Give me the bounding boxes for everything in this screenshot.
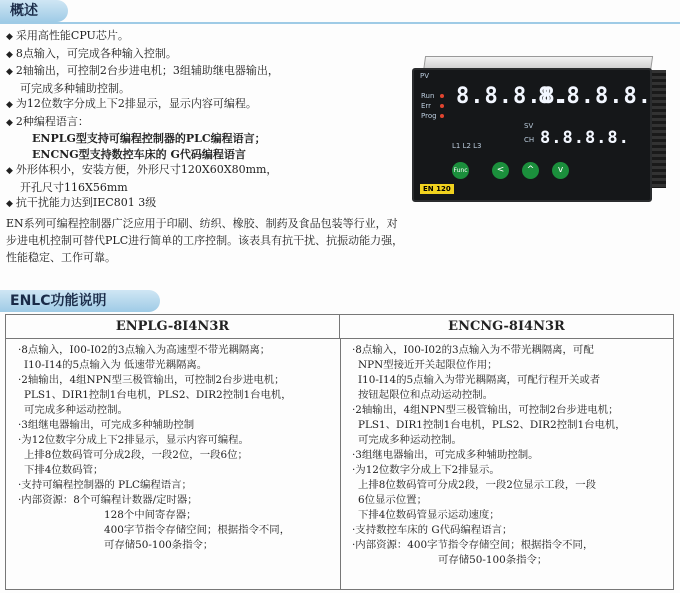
overview-item <box>6 46 406 64</box>
table-row: 400字节指令存储空间；根据指令不同， <box>104 524 291 536</box>
table-row: ·8点输入，I00-I02的3点输入为高速型不带光耦隔离； <box>18 344 271 356</box>
table-divider <box>340 339 341 589</box>
table-column-enplg <box>18 343 336 553</box>
table-row: 128个中间寄存器； <box>104 509 197 521</box>
overview-item-text: 为12位数字分成上下2排显示，显示内容可编程。 <box>15 97 257 110</box>
overview-item <box>6 28 406 46</box>
overview-item-text: 抗干扰能力达到IEC801 3级 <box>15 196 157 209</box>
led-label-prog: Prog <box>421 112 437 120</box>
table-row: ·3组继电器输出，可完成多种辅助控制 <box>18 419 195 431</box>
section-title-overview: 概述 <box>0 0 68 22</box>
table-row: 下排4位数码管； <box>24 464 104 476</box>
table-row: 可存储50-100条指令； <box>104 539 214 551</box>
overview-item <box>6 162 406 180</box>
overview-item-text: 2轴输出，可控制2台步进电机；3组辅助继电器输出， <box>15 64 279 77</box>
overview-item <box>6 96 406 114</box>
overview-item-text: 外形体积小，安装方便，外形尺寸120X60X80mm， <box>15 163 278 176</box>
led-run-icon <box>440 94 444 98</box>
model-badge: EN 120 <box>420 184 454 194</box>
overview-item-text: ENCNG型支持数控车床的 G代码编程语言 <box>32 147 246 161</box>
table-row: 可完成多种运动控制。 <box>358 434 462 446</box>
table-row: PLS1、DIR1控制1台电机，PLS2、DIR2控制1台电机， <box>358 419 626 431</box>
controller-device-image <box>408 56 670 206</box>
table-row: 上排8位数码管可分成2段，一段2位显示工段，一段 <box>358 479 597 491</box>
table-row: ·8点输入，I00-I02的3点输入为不带光耦隔离，可配 <box>352 344 594 356</box>
section-divider <box>0 22 680 24</box>
overview-item <box>6 180 406 196</box>
table-row: 上排8位数码管可分成2段，一段2位，一段6位； <box>24 449 248 461</box>
device-front-panel <box>412 68 652 202</box>
table-row: ·支持可编程控制器的 PLC编程语言； <box>18 479 192 491</box>
led-label-err: Err <box>421 102 432 110</box>
table-header-encng: ENCNG-8I4N3R <box>340 315 673 339</box>
diamond-bullet-icon: ◆ <box>6 49 13 60</box>
table-row: 按钮起限位和点动运动控制。 <box>358 389 494 401</box>
diamond-bullet-icon: ◆ <box>6 100 13 110</box>
table-row: ·2轴输出，4组NPN型三极管输出，可控制2台步进电机； <box>18 374 285 386</box>
up-button: ^ <box>522 162 539 179</box>
pv-display-left: 8.8.8.8. <box>456 84 570 109</box>
table-row: I10-I14的5点输入为带光耦隔离，可配行程开关或者 <box>358 374 601 386</box>
overview-item-text: 8点输入，可完成各种输入控制。 <box>15 46 177 60</box>
table-header-enplg: ENPLG-8I4N3R <box>6 315 340 339</box>
table-row: 可完成多种运动控制。 <box>24 404 128 416</box>
overview-item-text: 可完成多种辅助控制。 <box>20 81 130 95</box>
section-title-functions: ENLC功能说明 <box>0 290 160 312</box>
table-row: PLS1、DIR1控制1台电机，PLS2、DIR2控制1台电机， <box>24 389 292 401</box>
overview-item-text: ENPLG型支持可编程控制器的PLC编程语言； <box>32 132 266 145</box>
overview-item-text: 2种编程语言： <box>15 114 89 128</box>
table-row: 下排4位数码管显示运动速度； <box>358 509 500 521</box>
table-row: ·为12位数字分成上下2排显示。 <box>352 464 500 476</box>
sv-label: SV <box>524 122 534 130</box>
io-labels: L1 L2 L3 <box>452 142 482 150</box>
table-row: NPN型接近开关起限位作用； <box>358 359 498 371</box>
table-row: ·内部资源：400字节指令存储空间；根据指令不同， <box>352 539 594 551</box>
table-row: ·3组继电器输出，可完成多种辅助控制。 <box>352 449 539 461</box>
overview-item-text: 采用高性能CPU芯片。 <box>15 29 129 42</box>
diamond-bullet-icon: ◆ <box>6 117 13 128</box>
table-row: ·2轴输出，4组NPN型三极管输出，可控制2台步进电机； <box>352 404 619 416</box>
function-table <box>5 314 674 590</box>
led-prog-icon <box>440 114 444 118</box>
overview-item <box>6 147 406 163</box>
sv-display: 8.8.8.8. <box>540 128 630 148</box>
led-err-icon <box>440 104 444 108</box>
table-row: 可存储50-100条指令； <box>438 554 548 566</box>
table-column-encng <box>352 343 670 568</box>
left-button: < <box>492 162 509 179</box>
table-row: ·为12位数字分成上下2排显示，显示内容可编程。 <box>18 434 249 446</box>
description-paragraph: EN系列可编程控制器广泛应用于印刷、纺织、橡胶、制药及食品包装等行业，对步进电机控制可替代PLC进行简单的工序控制。该表具有抗干扰、抗振动能力强，性能稳定、工作可靠。 <box>6 217 404 264</box>
down-button: v <box>552 162 569 179</box>
table-row: 6位显示位置； <box>358 494 427 506</box>
overview-item-text: 开孔尺寸116X56mm <box>20 180 128 194</box>
pv-label: PV <box>420 72 430 80</box>
ch-label: CH <box>524 136 535 144</box>
table-row: I10-I14的5点输入为 低速带光耦隔离。 <box>24 359 208 371</box>
overview-item <box>6 195 406 213</box>
table-row: ·支持数控车床的 G代码编程语言； <box>352 524 513 536</box>
diamond-bullet-icon: ◆ <box>6 199 13 209</box>
overview-item <box>6 81 406 97</box>
diamond-bullet-icon: ◆ <box>6 32 13 42</box>
overview-item <box>6 114 406 132</box>
overview-item <box>6 63 406 81</box>
diamond-bullet-icon: ◆ <box>6 166 13 176</box>
overview-item <box>6 131 406 147</box>
diamond-bullet-icon: ◆ <box>6 67 13 77</box>
pv-display-right: 8.8.8.8. <box>538 84 652 109</box>
led-label-run: Run <box>421 92 435 100</box>
table-row: ·内部资源：8个可编程计数器/定时器； <box>18 494 198 506</box>
func-button: Func <box>452 162 469 179</box>
overview-list <box>6 28 406 213</box>
